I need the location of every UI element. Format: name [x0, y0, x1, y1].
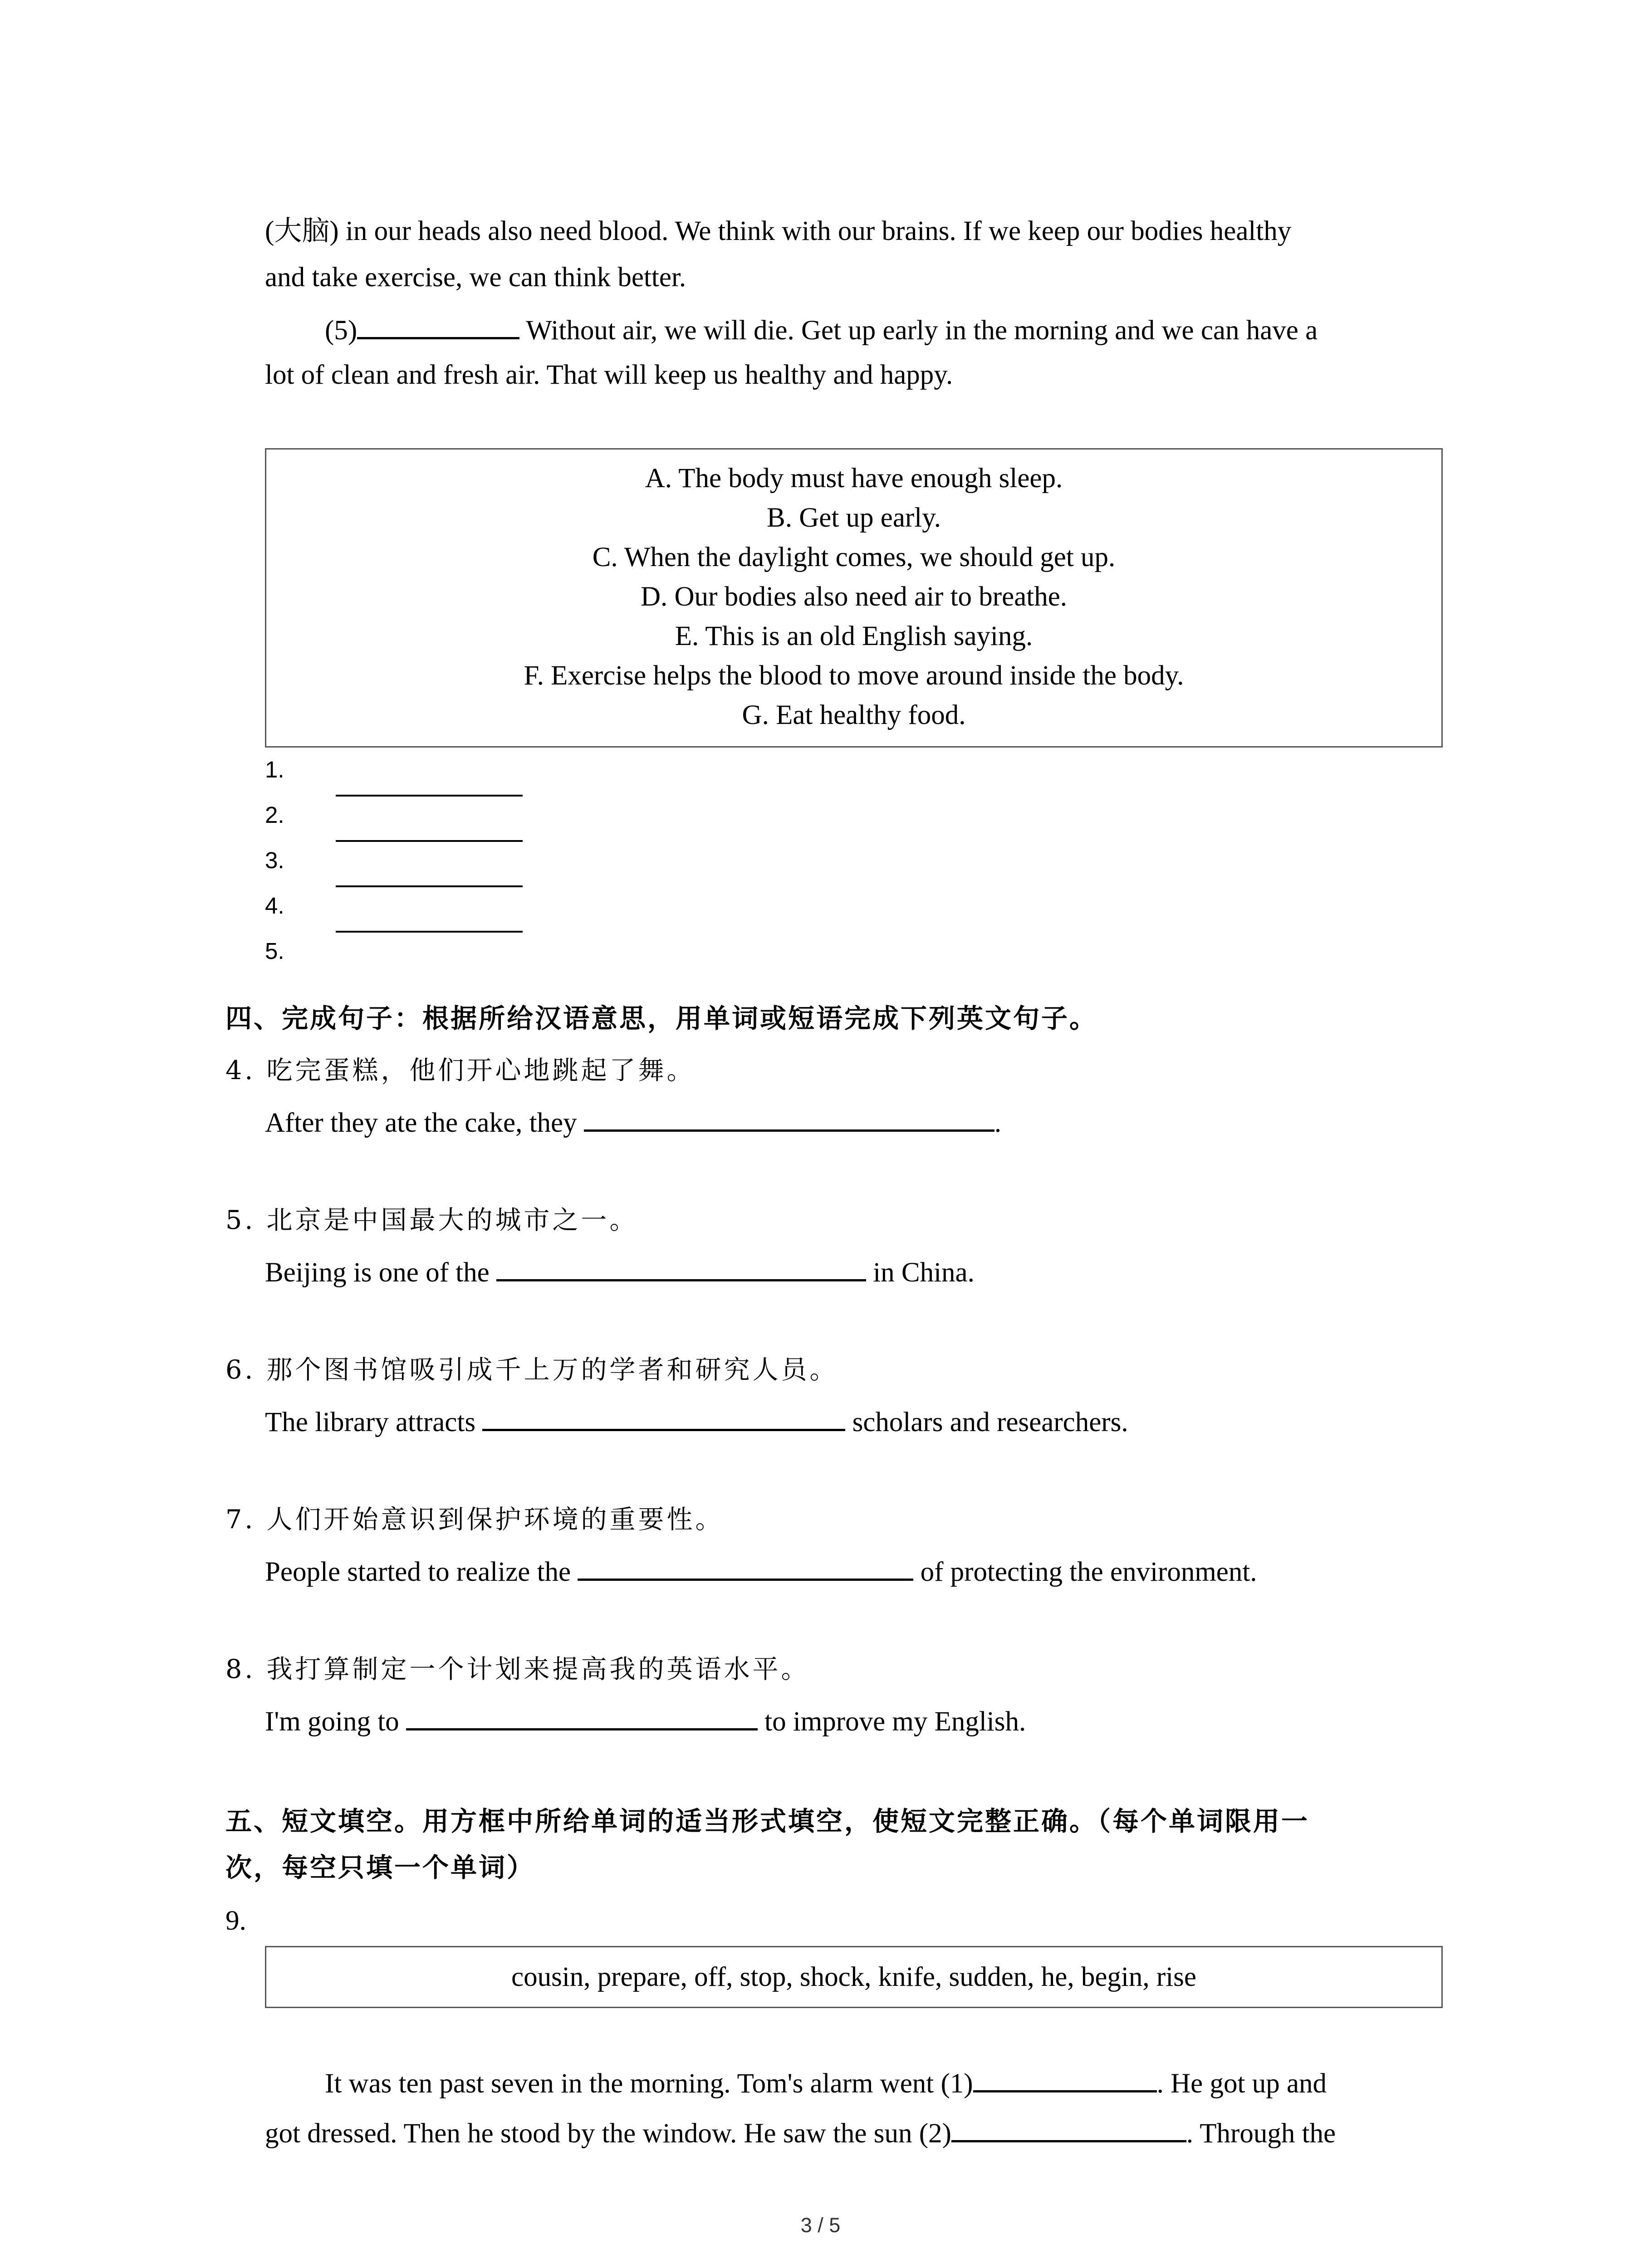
item-5-text-before: Beijing is one of the [265, 1257, 490, 1288]
item-5-blank[interactable] [496, 1253, 866, 1281]
item-7-text-after: of protecting the environment. [920, 1557, 1257, 1587]
item-7-number: 7. [225, 1505, 256, 1535]
item-8-text-after: to improve my English. [764, 1706, 1026, 1737]
cloze-line-1-text: It was ten past seven in the morning. Tom's alarm went (1) [325, 2068, 973, 2099]
answer-blank-1[interactable] [336, 795, 523, 797]
item-8-prompt [225, 1651, 810, 1687]
option-c: C. When the daylight comes, we should get up. [592, 542, 1116, 572]
item-6-number: 6. [225, 1355, 256, 1385]
item-4-sentence [265, 1103, 1001, 1141]
gap-label-5: (5) [325, 315, 358, 346]
item-7-text-before: People started to realize the [265, 1557, 571, 1587]
item-5-number: 5. [225, 1205, 256, 1235]
item-8-sentence [265, 1702, 1026, 1740]
answer-number-3: 3. [265, 847, 284, 873]
section-5-heading-line-1: 五、短文填空。用方框中所给单词的适当形式填空，使短文完整正确。（每个单词限用一 [225, 1806, 1310, 1837]
answer-blank-4[interactable] [336, 931, 523, 933]
item-7-prompt [225, 1501, 724, 1538]
item-8-blank[interactable] [406, 1702, 758, 1730]
cloze-blank-2[interactable] [951, 2114, 1186, 2142]
word-bank-box [265, 1946, 1443, 2008]
option-e: E. This is an old English saying. [675, 621, 1033, 651]
option-a: A. The body must have enough sleep. [645, 463, 1063, 494]
page-number: 3 / 5 [800, 2214, 841, 2237]
item-5-text-after: in China. [873, 1257, 975, 1288]
cloze-line-1-tail: . He got up and [1156, 2068, 1327, 2099]
answer-number-1: 1. [265, 757, 284, 782]
answer-number-2: 2. [265, 802, 284, 828]
option-d: D. Our bodies also need air to breathe. [640, 582, 1068, 612]
item-6-blank[interactable] [482, 1403, 845, 1431]
item-4-text-before: After they ate the cake, they [265, 1108, 577, 1138]
item-6-text-before: The library attracts [265, 1407, 476, 1437]
item-5-sentence [265, 1253, 975, 1291]
passage-line-2: and take exercise, we can think better. [265, 262, 686, 293]
answer-number-5: 5. [265, 938, 284, 964]
item-6-prompt [225, 1352, 838, 1388]
passage-paragraph-5 [325, 311, 1318, 349]
item-4-chinese: 吃完蛋糕，他们开心地跳起了舞。 [266, 1056, 696, 1085]
item-4-number: 4. [225, 1056, 256, 1085]
answer-number-4: 4. [265, 893, 284, 919]
passage-line-4: lot of clean and fresh air. That will keep us healthy and happy. [265, 360, 953, 390]
item-8-text-before: I'm going to [265, 1706, 399, 1737]
option-g: G. Eat healthy food. [742, 700, 966, 730]
item-4-prompt [225, 1052, 696, 1089]
item-6-text-after: scholars and researchers. [852, 1407, 1128, 1437]
section-5-heading-line-2: 次，每空只填一个单词） [225, 1852, 535, 1883]
cloze-line-2-text: got dressed. Then he stood by the window. He saw the sun (2) [265, 2118, 951, 2149]
item-9-number: 9. [225, 1906, 246, 1936]
cloze-line-2-tail: . Through the [1186, 2118, 1336, 2149]
item-5-prompt [225, 1202, 638, 1238]
item-6-sentence [265, 1403, 1128, 1441]
option-b: B. Get up early. [767, 503, 941, 533]
passage-line-3-text: Without air, we will die. Get up early in the morning and we can have a [526, 315, 1318, 346]
answer-blank-3[interactable] [336, 885, 523, 887]
cloze-blank-1[interactable] [973, 2064, 1157, 2092]
word-bank-text: cousin, prepare, off, stop, shock, knife, sudden, he, begin, rise [511, 1962, 1196, 1992]
section-4-heading: 四、完成句子：根据所给汉语意思，用单词或短语完成下列英文句子。 [225, 1003, 1098, 1034]
item-7-sentence [265, 1552, 1257, 1590]
item-8-chinese: 我打算制定一个计划来提高我的英语水平。 [266, 1654, 810, 1684]
option-f: F. Exercise helps the blood to move around inside the body. [524, 660, 1184, 691]
item-6-chinese: 那个图书馆吸引成千上万的学者和研究人员。 [266, 1355, 838, 1385]
item-4-text-after: . [994, 1108, 1002, 1138]
item-5-chinese: 北京是中国最大的城市之一。 [266, 1205, 638, 1235]
cloze-line-2 [265, 2114, 1336, 2152]
cloze-line-1 [325, 2064, 1327, 2102]
item-7-blank[interactable] [578, 1552, 913, 1581]
gap-5-blank[interactable] [357, 311, 519, 339]
answer-blank-2[interactable] [336, 840, 523, 842]
passage-line-1: (大脑) in our heads also need blood. We think with our brains. If we keep our bodies healthy [265, 216, 1292, 246]
sentence-options-box [265, 448, 1443, 748]
item-4-blank[interactable] [584, 1103, 994, 1132]
item-7-chinese: 人们开始意识到保护环境的重要性。 [266, 1505, 724, 1535]
item-8-number: 8. [225, 1654, 256, 1684]
